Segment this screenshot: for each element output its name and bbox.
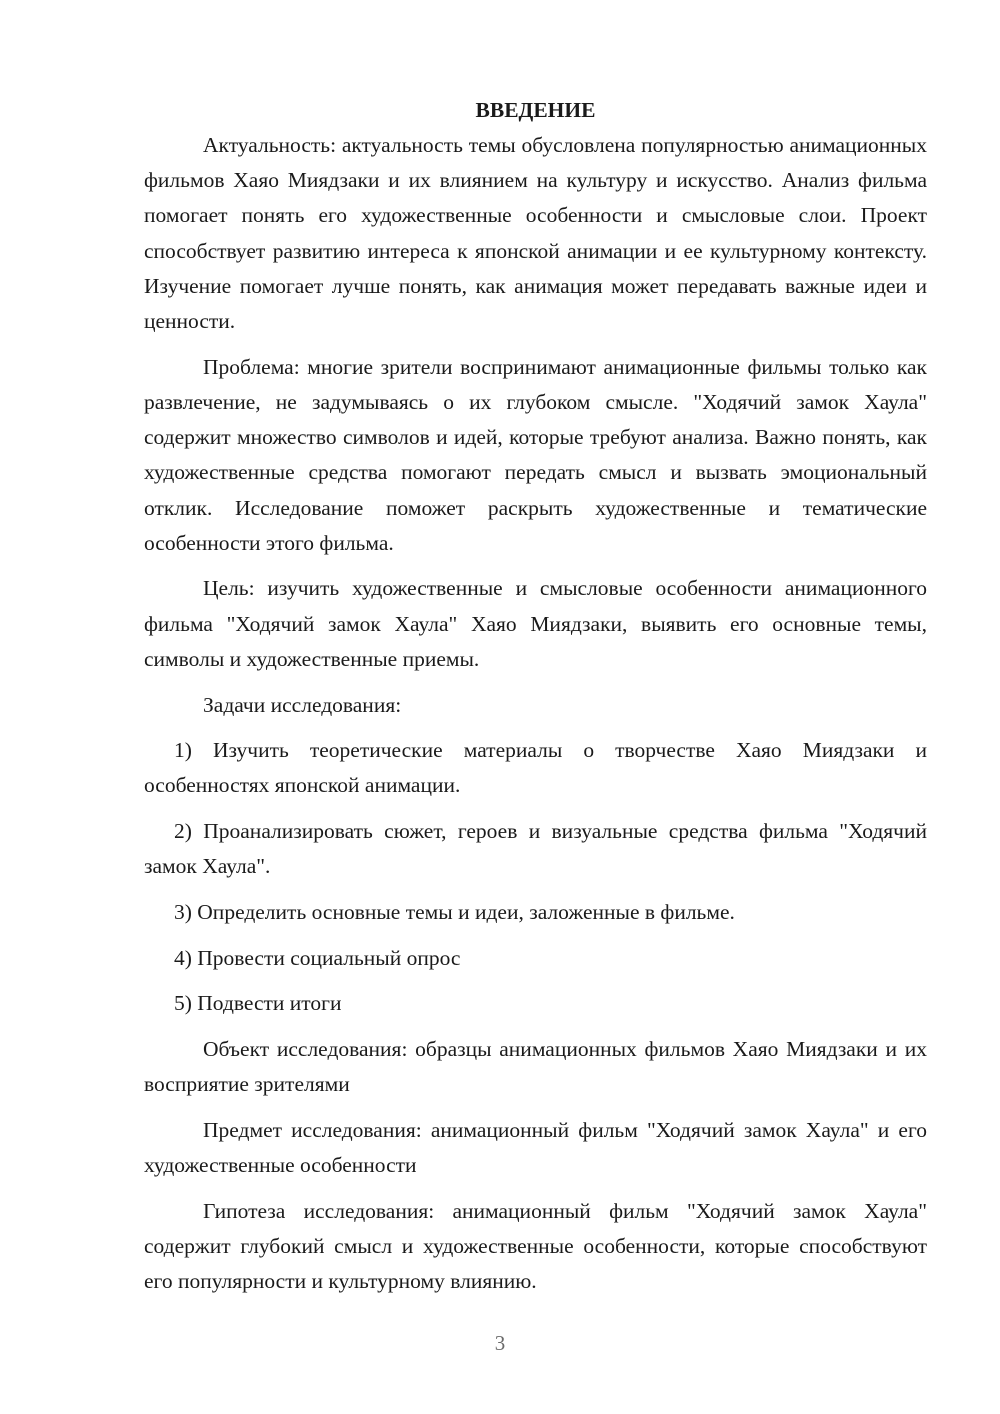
object-paragraph: Объект исследования: образцы анимационных фильмов Хаяо Миядзаки и их восприятие зрителями — [144, 1037, 927, 1097]
task-item-2: 2) Проанализировать сюжет, героев и визуальные средства фильма "Ходячий замок Хаула". — [144, 819, 927, 879]
task-item-5: 5) Подвести итоги — [174, 991, 342, 1016]
section-title: ВВЕДЕНИЕ — [475, 98, 596, 122]
page-number: 3 — [494, 1331, 506, 1355]
hypothesis-paragraph: Гипотеза исследования: анимационный фильм "Ходячий замок Хаула" содержит глубокий смысл и художественные особенности, которые способствуют его популярности и культурному влиянию. — [144, 1198, 927, 1294]
relevance-paragraph: Актуальность: актуальность темы обусловлена популярностью анимационных фильмов Хаяо Миядзаки и их влиянием на культуру и искусство. Анализ фильма помогает понять его художественные особенности и смысловые слои. Проект способствует развитию интереса к японской анимации и ее культурному контексту. Изучение помогает лучше понять, как анимация может передавать важные идеи и ценности. — [144, 133, 927, 334]
tasks-heading: Задачи исследования: — [203, 692, 402, 717]
goal-paragraph: Цель: изучить художественные и смысловые особенности анимационного фильма "Ходячий замок Хаула" Хаяо Миядзаки, выявить его основные темы, символы и художественные приемы. — [144, 576, 927, 671]
problem-paragraph: Проблема: многие зрители воспринимают анимационные фильмы только как развлечение, не задумываясь о их глубоком смысле. "Ходячий замок Хаула" содержит множество символов и идей, которые требуют анализа. Важно понять, как художественные средства помогают передать смысл и вызвать эмоциональный отклик. Исследование поможет раскрыть художественные и тематические особенности этого фильма. — [144, 354, 927, 555]
document-page — [144, 93, 927, 1310]
task-item-3: 3) Определить основные темы и идеи, заложенные в фильме. — [174, 900, 735, 925]
task-item-1: 1) Изучить теоретические материалы о творчестве Хаяо Миядзаки и особенностях японской анимации. — [144, 738, 927, 798]
task-item-4: 4) Провести социальный опрос — [174, 945, 461, 970]
subject-paragraph: Предмет исследования: анимационный фильм "Ходячий замок Хаула" и его художественные особенности — [144, 1118, 927, 1178]
